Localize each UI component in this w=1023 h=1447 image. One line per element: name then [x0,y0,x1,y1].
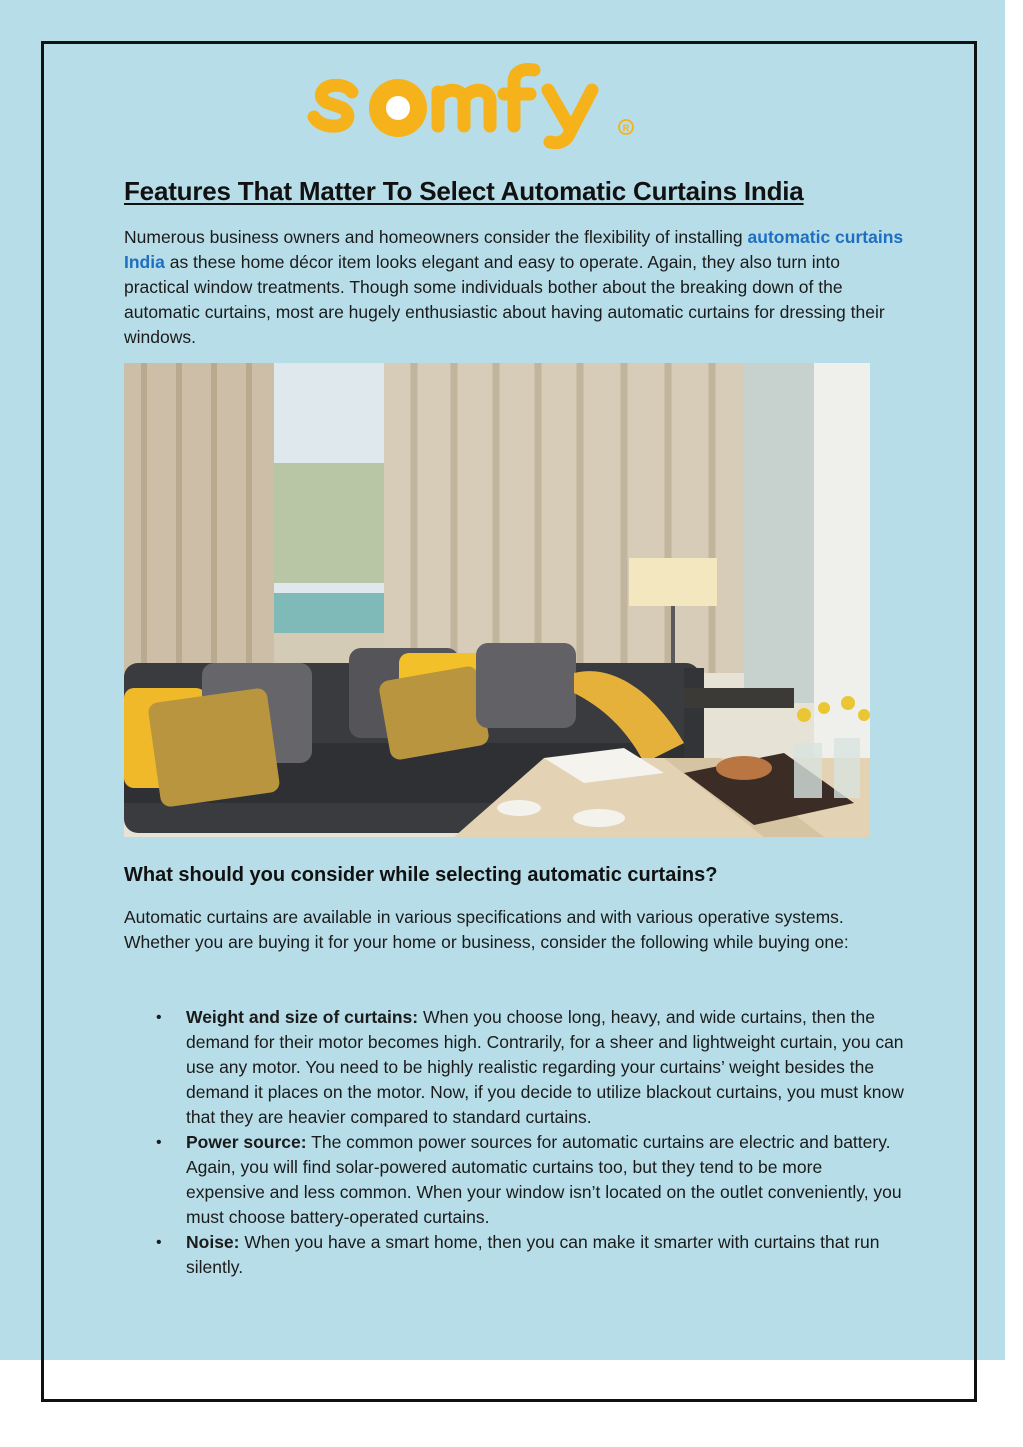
section-heading: What should you consider while selecting automatic curtains? [124,864,718,886]
intro-text-start: Numerous business owners and homeowners consider the flexibility of installing [124,227,748,247]
list-item-label: Power source: [186,1132,307,1152]
list-item [124,1130,904,1230]
list-item-text: When you have a smart home, then you can make it smarter with curtains that run silently. [186,1232,880,1277]
bullet-icon: • [156,1009,162,1026]
automatic-curtains-india-link[interactable]: automatic curtains India [124,227,904,272]
living-room-photo [124,363,870,837]
body-paragraph: Automatic curtains are available in various specifications and with various operative systems. Whether you are buying it for your home or business, consider the following while buying one: [124,907,849,952]
somfy-logo [304,56,644,152]
bullet-icon: • [156,1134,162,1151]
intro-paragraph [124,225,904,350]
list-item [124,1005,904,1130]
list-item [124,1230,904,1280]
intro-text-end: as these home décor item looks elegant and easy to operate. Again, they also turn into practical window treatments. Though some individuals bother about the breaking down of the automatic curtains, most are hugely enthusiastic about having automatic curtains for dressing their windows. [124,252,885,347]
list-item-label: Noise: [186,1232,240,1252]
page-title: Features That Matter To Select Automatic Curtains India [124,176,804,206]
list-item-label: Weight and size of curtains: [186,1007,419,1027]
list-item-text: When you choose long, heavy, and wide curtains, then the demand for their motor becomes high. Contrarily, for a sheer and lightweight curtain, you can use any motor. You need to be highly realistic regarding your curtains’ weight besides the demand it places on the motor. Now, if you decide to utilize blackout curtains, you must know that they are heavier compared to standard curtains. [186,1007,904,1127]
considerations-list [124,1005,904,1280]
svg-text:R: R [622,123,630,133]
bullet-icon: • [156,1234,162,1251]
list-item-text: The common power sources for automatic curtains are electric and battery. Again, you will find solar-powered automatic curtains too, but they tend to be more expensive and less common. When your window isn’t located on the outlet conveniently, you must choose battery-operated curtains. [186,1132,902,1227]
